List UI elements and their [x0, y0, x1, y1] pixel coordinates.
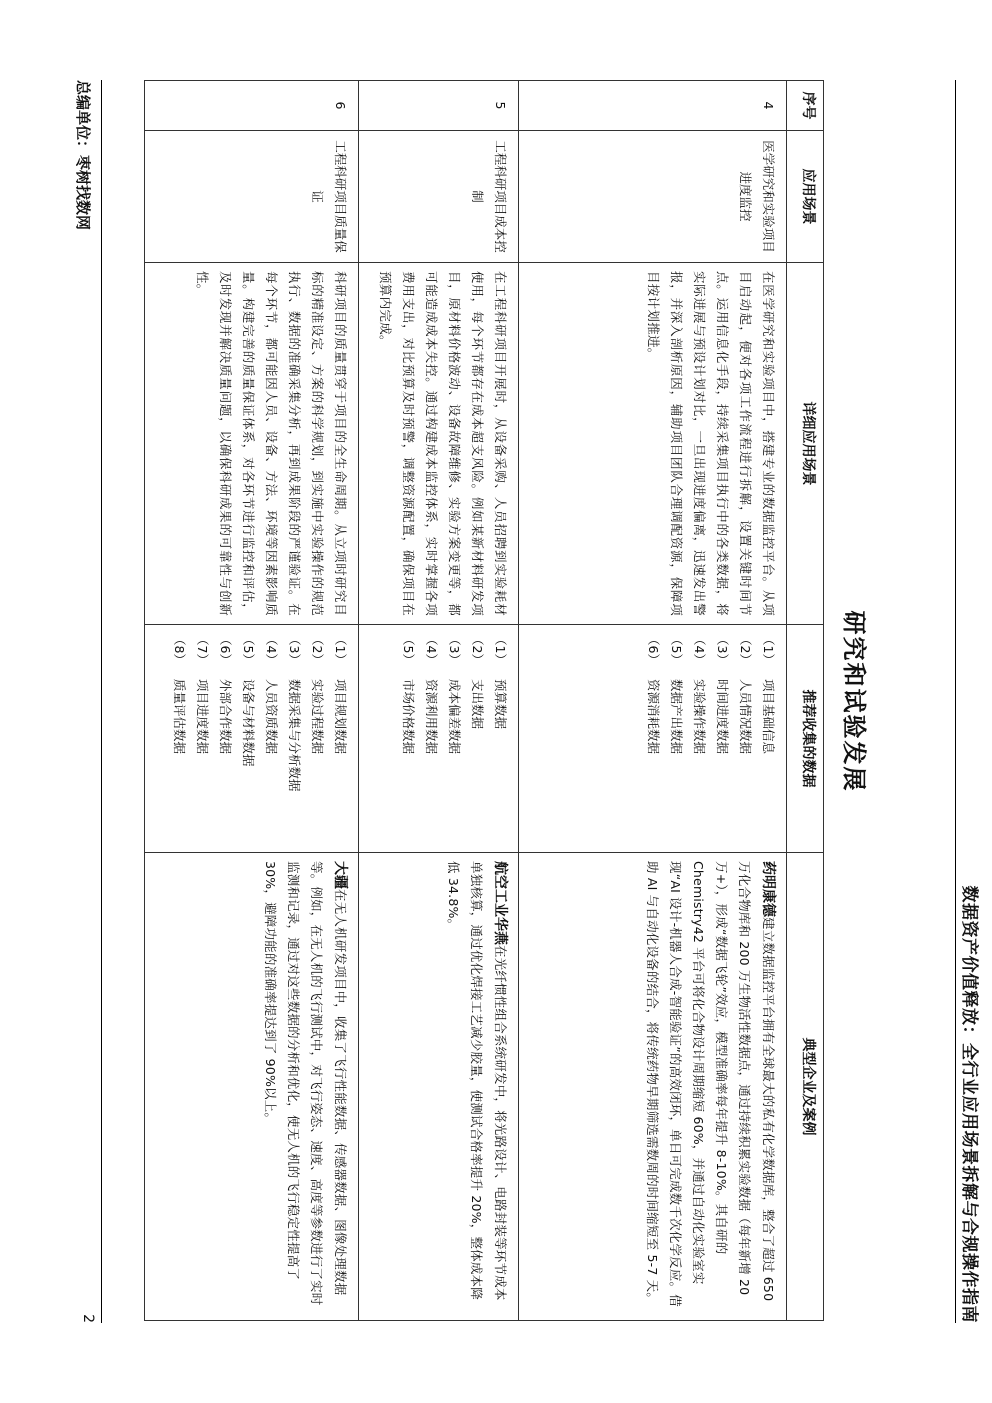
table-row	[519, 81, 787, 1321]
page-footer	[22, 80, 102, 1323]
row-data-list	[145, 625, 359, 853]
case-text: 在光纤惯性组合系统研发中，将光路设计、电路封装等环节成本单独核算，通过优化焊接工艺减少胶量，使测试合格率提升 20%，整体成本降低 34.8%。	[446, 861, 508, 1301]
list-item: （5）市场价格数据	[401, 633, 416, 755]
document-title: 数据资产价值释放：全行业应用场景拆解与合规操作指南	[959, 885, 979, 1323]
table-row	[359, 81, 519, 1321]
row-example	[359, 853, 519, 1321]
header-example: 典型企业及案例	[787, 853, 824, 1321]
footer-rule	[101, 80, 102, 1323]
list-item: （6）外部合作数据	[218, 633, 233, 755]
list-item: （7）项目进度数据	[195, 633, 210, 755]
page-number: 2	[80, 1314, 96, 1323]
header-scene: 应用场景	[787, 131, 824, 263]
list-item: （2）人员情况数据	[738, 633, 753, 755]
list-item: （6）资源消耗数据	[646, 633, 661, 755]
header-seq: 序号	[787, 81, 824, 131]
row-detail: 在医学研究和实验项目中，搭建专业的数据监控平台。从项目启动起，便对各项工作流程进行拆解，设置关键时间节点。运用信息化手段，持续采集项目执行中的各类数据，将实际进展与预设计划对比，一旦出现进度偏离，迅速发出警报，并深入剖析原因，辅助项目团队合理调配资源，保障项目按计划推进。	[519, 263, 787, 625]
list-item: （5）设备与材料数据	[241, 633, 256, 767]
table-header-row	[787, 81, 824, 1321]
list-item: （4）人员资质数据	[264, 633, 279, 755]
table-row	[145, 81, 359, 1321]
row-data-list	[519, 625, 787, 853]
list-item: （1）预算数据	[493, 633, 508, 730]
list-item: （3）数据采集与分析数据	[287, 633, 302, 792]
row-scene: 工程科研项目质量保证	[145, 131, 359, 263]
list-item: （3）成本偏差数据	[447, 633, 462, 755]
editor-unit: 总编单位：枣树找数网	[74, 80, 92, 231]
header-data: 推荐收集的数据	[787, 625, 824, 853]
row-data-list	[359, 625, 519, 853]
row-seq: 4	[519, 81, 787, 131]
list-item: （2）实验过程数据	[310, 633, 325, 755]
case-text: 建立数据监控平台拥有全球最大的私有化学数据库，整合了超过 650 万化合物库和 200 万生物活性数据点，通过持续积累实验数据（每年新增 20 万+），形成“数据飞轮”效应，模型准确率每年提升 8-10%。其自研的 Chemistry42 平台可将化合物设计周期缩短 60%，并通过自动化实验室实现“AI 设计-机器人合成-智能验证”的高效闭环，单日可完成数千次化学反应。借助 AI 与自动化设备的结合，将传统药物早期筛选需数周的时间缩短至 5-7 天。	[645, 861, 776, 1307]
row-detail: 在工程科研项目开展时，从设备采购、人员招聘到实验耗材使用，每个环节都存在成本超支风险。例如某新材料研发项目，原材料价格波动、设备故障维修、实验方案变更等，都可能造成成本失控。通过构建成本监控体系，实时掌握各项费用支出，对比预算及时预警，调整资源配置，确保项目在预算内完成。	[359, 263, 519, 625]
row-scene: 工程科研项目成本控制	[359, 131, 519, 263]
section-title: 研究和试验发展	[840, 610, 869, 793]
company-name: 药明康德	[760, 861, 776, 917]
list-item: （5）数据产出数据	[669, 633, 684, 755]
row-seq: 5	[359, 81, 519, 131]
list-item: （3）时间进度数据	[715, 633, 730, 755]
company-name: 大疆	[332, 861, 348, 889]
list-item: （8）质量评估数据	[172, 633, 187, 755]
row-scene: 医学研究和实验项目进度监控	[519, 131, 787, 263]
company-name: 航空工业华燕	[492, 861, 508, 945]
list-item: （1）项目规划数据	[333, 633, 348, 755]
header-rule	[955, 80, 956, 1323]
page-header	[944, 80, 984, 1323]
header-detail: 详细应用场景	[787, 263, 824, 625]
list-item: （2）支出数据	[470, 633, 485, 730]
row-example	[145, 853, 359, 1321]
row-example	[519, 853, 787, 1321]
row-detail: 科研项目的质量贯穿于项目的全生命周期。从立项时研究目标的精准设定、方案的科学规划，到实施中实验操作的规范执行、数据的准确采集分析，再到成果阶段的严谨验证。在每个环节，都可能因人员、设备、方法、环境等因素影响质量。构建完善的质量保证体系，对各环节进行监控和评估，及时发现并解决质量问题，以确保科研成果的可靠性与创新性。	[145, 263, 359, 625]
list-item: （1）项目基础信息	[761, 633, 776, 755]
list-item: （4）实验操作数据	[692, 633, 707, 755]
row-seq: 6	[145, 81, 359, 131]
case-text: 在无人机研发项目中，收集了飞行性能数据、传感器数据、图像处理数据等。例如，在无人机的飞行测试中，对飞行姿态、速度、高度等参数进行了实时监测和记录，通过对这些数据的分析和优化，使无人机的飞行稳定性提高了 30%，避障功能的准确率提达到了 90%以上。	[263, 861, 348, 1306]
scenario-table	[144, 80, 824, 1321]
list-item: （4）资源利用数据	[424, 633, 439, 755]
